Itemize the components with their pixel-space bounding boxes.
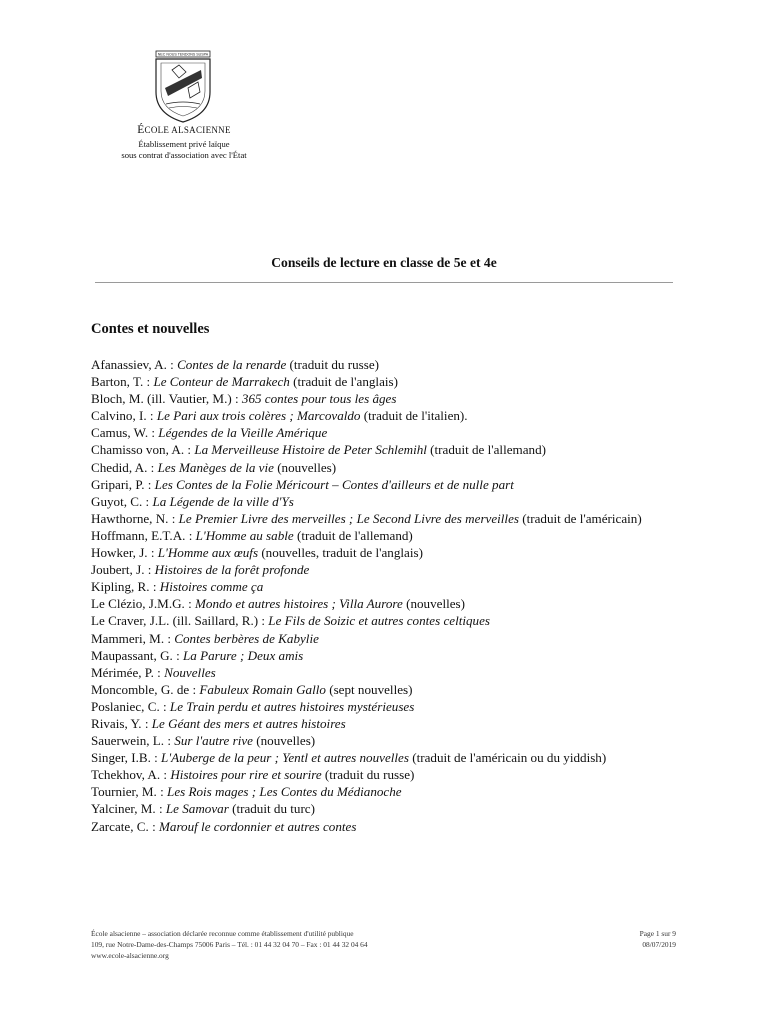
- list-item: [91, 647, 691, 664]
- entry-work-title: L'Homme aux œufs: [157, 545, 259, 561]
- entry-author: Chedid, A. :: [91, 459, 158, 475]
- footer-page-info: [560, 928, 676, 950]
- list-item: [91, 390, 691, 407]
- list-item: [91, 800, 691, 817]
- list-item: [91, 476, 691, 493]
- list-item: [91, 373, 691, 390]
- list-item: [91, 664, 691, 681]
- entry-author: Hawthorne, N. :: [91, 510, 179, 526]
- list-item: [91, 612, 691, 629]
- list-item: [91, 407, 691, 424]
- school-name-rest: COLE ALSACIENNE: [144, 125, 231, 135]
- list-item: [91, 459, 691, 476]
- entry-work-title: Histoires pour rire et sourire: [170, 767, 322, 783]
- entry-note: (nouvelles, traduit de l'anglais): [258, 545, 423, 561]
- entry-work-title: L'Homme au sable: [195, 527, 294, 543]
- list-item: [91, 766, 691, 783]
- entry-author: Sauerwein, L. :: [91, 733, 175, 749]
- school-name: [100, 124, 268, 136]
- school-subtitle-line1: Établissement privé laïque: [138, 139, 230, 149]
- entry-work-title: Histoires comme ça: [159, 579, 264, 595]
- list-item: [91, 595, 691, 612]
- entry-work-title: L'Auberge de la peur ; Yentl et autres nouvelles: [161, 750, 409, 766]
- entry-work-title: Les Rois mages ; Les Contes du Médianoche: [167, 784, 402, 800]
- entry-author: Afanassiev, A. :: [91, 357, 178, 372]
- entry-work-title: Légendes de la Vieille Amérique: [158, 425, 328, 441]
- entry-work-title: Le Conteur de Marrakech: [153, 374, 290, 390]
- entry-work-title: Fabuleux Romain Gallo: [199, 681, 326, 697]
- entry-author: Barton, T. :: [91, 374, 154, 390]
- entry-author: Howker, J. :: [91, 545, 158, 561]
- entry-work-title: Contes de la renarde: [177, 357, 287, 372]
- entry-author: Bloch, M. (ill. Vautier, M.) :: [91, 391, 242, 407]
- entry-note: (traduit de l'allemand): [426, 442, 546, 458]
- list-item: [91, 356, 691, 373]
- entry-author: Kipling, R. :: [91, 579, 160, 595]
- entry-note: (traduit du russe): [321, 767, 415, 783]
- entry-work-title: Nouvelles: [164, 664, 216, 680]
- list-item: [91, 630, 691, 647]
- entry-work-title: Histoires de la forêt profonde: [154, 562, 310, 578]
- entry-work-title: Le Géant des mers et autres histoires: [151, 715, 346, 731]
- title-divider: [95, 282, 673, 283]
- crest-motto: NEC NOUS TENDONS SUSPA: [157, 52, 209, 57]
- entry-work-title: Sur l'autre rive: [174, 733, 253, 749]
- entry-note: (traduit de l'italien).: [360, 408, 468, 424]
- list-item: [91, 561, 691, 578]
- document-date: 08/07/2019: [642, 940, 676, 949]
- entry-author: Calvino, I. :: [91, 408, 157, 424]
- list-item: [91, 783, 691, 800]
- entry-author: Tournier, M. :: [91, 784, 168, 800]
- entry-work-title: La Parure ; Deux amis: [183, 647, 304, 663]
- list-item: [91, 749, 691, 766]
- entry-author: Gripari, P. :: [91, 476, 155, 492]
- entry-work-title: Le Pari aux trois colères ; Marcovaldo: [156, 408, 361, 424]
- entry-note: (traduit de l'anglais): [289, 374, 398, 390]
- footer-address: [91, 928, 531, 961]
- list-item: [91, 818, 691, 835]
- school-subtitle: [80, 139, 288, 161]
- school-subtitle-line2: sous contrat d'association avec l'État: [121, 150, 247, 160]
- list-item: [91, 493, 691, 510]
- entry-note: (traduit de l'allemand): [293, 527, 413, 543]
- entry-note: (traduit de l'américain): [518, 510, 642, 526]
- entry-work-title: Contes berbères de Kabylie: [174, 630, 319, 646]
- entry-author: Mérimée, P. :: [91, 664, 165, 680]
- entry-work-title: Mondo et autres histoires ; Villa Aurore: [195, 596, 403, 612]
- entry-author: Chamisso von, A. :: [91, 442, 195, 458]
- list-item: [91, 544, 691, 561]
- entry-author: Hoffmann, E.T.A. :: [91, 527, 196, 543]
- list-item: [91, 732, 691, 749]
- school-crest-logo: [152, 48, 214, 124]
- entry-work-title: 365 contes pour tous les âges: [241, 391, 397, 407]
- list-item: [91, 715, 691, 732]
- entry-author: Poslaniec, C. :: [91, 698, 170, 714]
- list-item: [91, 698, 691, 715]
- list-item: [91, 424, 691, 441]
- entry-work-title: Le Train perdu et autres histoires mystérieuses: [169, 698, 415, 714]
- entry-author: Yalciner, M. :: [91, 801, 166, 817]
- entry-work-title: Les Contes de la Folie Méricourt – Contes d'ailleurs et de nulle part: [154, 476, 514, 492]
- entry-work-title: Marouf le cordonnier et autres contes: [158, 818, 357, 834]
- footer-website-link[interactable]: www.ecole-alsacienne.org: [91, 951, 169, 960]
- entry-author: Rivais, Y. :: [91, 715, 152, 731]
- entry-work-title: La Merveilleuse Histoire de Peter Schlemihl: [194, 442, 427, 458]
- entry-author: Camus, W. :: [91, 425, 159, 441]
- entry-author: Moncomble, G. de :: [91, 681, 200, 697]
- list-item: [91, 441, 691, 458]
- entry-author: Joubert, J. :: [91, 562, 155, 578]
- entry-author: Tchekhov, A. :: [91, 767, 171, 783]
- entry-author: Guyot, C. :: [91, 493, 153, 509]
- entry-work-title: Le Premier Livre des merveilles ; Le Second Livre des merveilles: [178, 510, 519, 526]
- entry-note: (traduit du russe): [286, 357, 380, 372]
- entry-note: (traduit du turc): [228, 801, 315, 817]
- entry-work-title: Les Manèges de la vie: [157, 459, 274, 475]
- school-name-initial: É: [137, 124, 145, 136]
- entry-work-title: Le Samovar: [165, 801, 229, 817]
- footer-line-2: 109, rue Notre-Dame-des-Champs 75006 Paris – Tél. : 01 44 32 04 70 – Fax : 01 44 32 04 64: [91, 940, 368, 949]
- reading-list: [91, 356, 691, 835]
- entry-author: Le Craver, J.L. (ill. Saillard, R.) :: [91, 613, 269, 629]
- document-title: Conseils de lecture en classe de 5e et 4e: [271, 255, 497, 270]
- entry-author: Singer, I.B. :: [91, 750, 162, 766]
- footer-line-1: École alsacienne – association déclarée reconnue comme établissement d'utilité publique: [91, 929, 354, 938]
- list-item: [91, 578, 691, 595]
- entry-author: Le Clézio, J.M.G. :: [91, 596, 196, 612]
- list-item: [91, 510, 691, 527]
- entry-author: Zarcate, C. :: [91, 818, 159, 834]
- entry-work-title: Le Fils de Soizic et autres contes celtiques: [268, 613, 490, 629]
- entry-author: Maupassant, G. :: [91, 647, 184, 663]
- entry-work-title: La Légende de la ville d'Ys: [152, 493, 294, 509]
- entry-author: Mammeri, M. :: [91, 630, 175, 646]
- page-number: Page 1 sur 9: [639, 929, 676, 938]
- list-item: [91, 681, 691, 698]
- section-heading: Contes et nouvelles: [91, 321, 210, 337]
- entry-note: (sept nouvelles): [325, 681, 413, 697]
- entry-note: (nouvelles): [402, 596, 465, 612]
- entry-note: (nouvelles): [252, 733, 316, 749]
- list-item: [91, 527, 691, 544]
- entry-note: (traduit de l'américain ou du yiddish): [408, 750, 607, 766]
- entry-note: (nouvelles): [273, 459, 337, 475]
